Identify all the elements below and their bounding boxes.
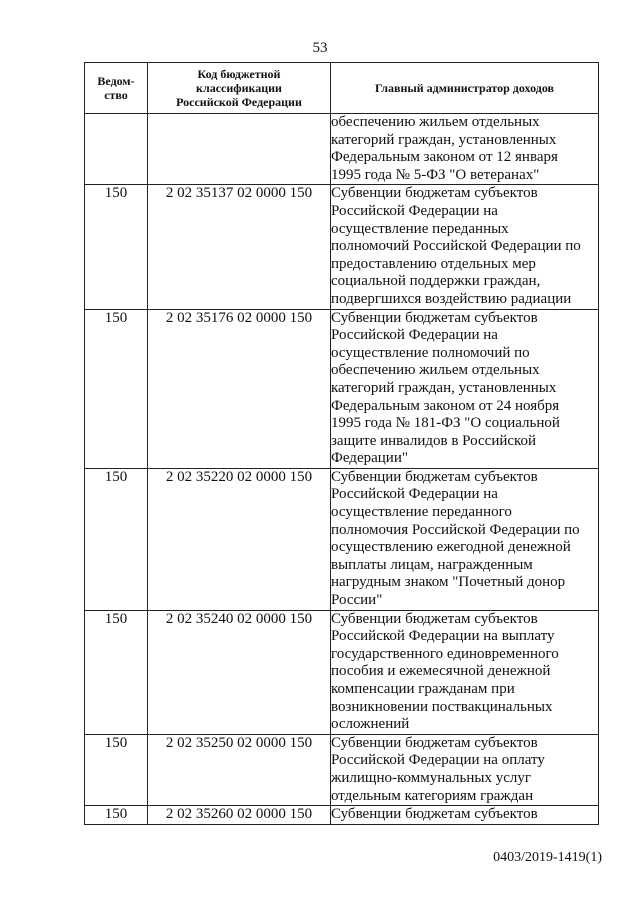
admin-text-line: отдельным категориям граждан [331,787,534,804]
admin-text-line: осложнений [331,716,410,733]
header-dept: Ведом- ство [85,63,148,114]
admin-text-line: нагрудным знаком "Почетный донор [331,574,566,591]
admin-text-line: полномочий Российской Федерации по [331,238,581,255]
cell-admin [331,734,599,805]
admin-text-line: Российской Федерации на [331,327,498,344]
table-header-row [85,63,599,114]
header-code: Код бюджетной классификации Российской Федерации [148,63,331,114]
admin-text-line: России" [331,592,383,609]
cell-dept: 150 [85,309,148,468]
cell-code: 2 02 35250 02 0000 150 [148,734,331,805]
admin-text-line: Субвенции бюджетам субъектов [331,468,538,485]
cell-code: 2 02 35176 02 0000 150 [148,309,331,468]
admin-text-line: Федеральным законом от 24 ноября [331,397,560,414]
cell-code: 2 02 35137 02 0000 150 [148,185,331,309]
admin-text-line: обеспечению жильем отдельных [331,114,540,130]
cell-admin [331,309,599,468]
admin-text-line: Российской Федерации на оплату [331,752,545,769]
admin-text-line: подвергшихся воздействию радиации [331,290,572,307]
admin-text-line: осуществление переданного [331,504,512,521]
cell-admin [331,806,599,825]
admin-text-line: Субвенции бюджетам субъектов [331,309,538,326]
admin-text-line: Федерации" [331,450,408,467]
admin-text-line: Федеральным законом от 12 января [331,149,558,166]
admin-text-line: Субвенции бюджетам субъектов [331,734,538,751]
document-number: 0403/2019-1419(1) [493,850,602,865]
admin-text-line: Субвенции бюджетам субъектов [331,185,538,202]
admin-text-line: Российской Федерации на [331,202,498,219]
admin-text-line: защите инвалидов в Российской [331,432,537,449]
cell-dept: 150 [85,185,148,309]
cell-admin [331,468,599,610]
table-row [85,806,599,825]
page-number: 53 [312,40,328,56]
admin-text-line: Российской Федерации на выплату [331,628,555,645]
cell-dept: 150 [85,734,148,805]
cell-admin [331,610,599,734]
table-row [85,185,599,309]
admin-text-line: Российской Федерации на [331,486,498,503]
admin-text-line: категорий граждан, установленных [331,379,557,396]
admin-text-line: обеспечению жильем отдельных [331,362,540,379]
admin-text-line: осуществление полномочий по [331,344,530,361]
cell-code: 2 02 35260 02 0000 150 [148,806,331,825]
table-body [85,114,599,825]
cell-admin [331,185,599,309]
header-admin: Главный администратор доходов [331,63,599,114]
admin-text-line: 1995 года № 5-ФЗ "О ветеранах" [331,166,540,183]
budget-table [84,62,599,825]
cell-code: 2 02 35220 02 0000 150 [148,468,331,610]
table-row [85,114,599,185]
table-row [85,468,599,610]
table-row [85,734,599,805]
admin-text-line: осуществление переданных [331,220,509,237]
admin-text-line: осуществлению ежегодной денежной [331,539,571,556]
admin-text-line: Субвенции бюджетам субъектов [331,610,538,627]
admin-text-line: 1995 года № 181-ФЗ "О социальной [331,415,560,432]
cell-dept: 150 [85,468,148,610]
cell-dept: 150 [85,806,148,825]
admin-text-line: Субвенции бюджетам субъектов [331,806,538,823]
cell-dept [85,114,148,185]
cell-admin [331,114,599,185]
admin-text-line: возникновении поствакцинальных [331,698,553,715]
table-row [85,309,599,468]
admin-text-line: государственного единовременного [331,645,559,662]
cell-code [148,114,331,185]
admin-text-line: социальной поддержки граждан, [331,273,541,290]
admin-text-line: жилищно-коммунальных услуг [331,769,531,786]
admin-text-line: полномочия Российской Федерации по [331,521,580,538]
admin-text-line: предоставлению отдельных мер [331,255,536,272]
table-row [85,610,599,734]
admin-text-line: категорий граждан, установленных [331,131,557,148]
cell-code: 2 02 35240 02 0000 150 [148,610,331,734]
cell-dept: 150 [85,610,148,734]
admin-text-line: выплаты лицам, награжденным [331,556,533,573]
admin-text-line: компенсации гражданам при [331,681,515,697]
admin-text-line: пособия и ежемесячной денежной [331,663,551,680]
